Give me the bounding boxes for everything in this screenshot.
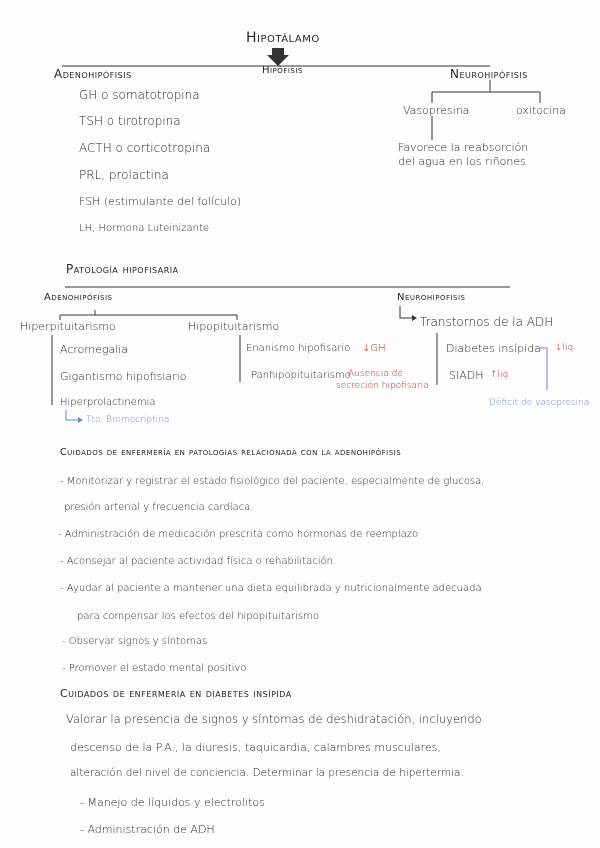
cuidado-item: para compensar los efectos del hipopituitarismo: [77, 611, 319, 622]
enanismo-note: ↓GH: [362, 343, 386, 354]
hiperpituitarismo-label: Hiperpituitarismo: [20, 320, 116, 333]
cuidado-item: - Monitorizar y registrar el estado fisiológico del paciente, especialmente de glucosa,: [60, 476, 485, 487]
oxitocina-label: oxitocina: [516, 104, 566, 117]
cuidado-item: - Ayudar al paciente a mantener una dieta equilibrada y nutricionalmente adecuada: [60, 583, 482, 594]
hormone-acth: ACTH o corticotropina: [79, 141, 211, 155]
cuidados-adeno-heading: Cuidados de enfermería en patologías relacionada con la adenohipófisis: [60, 447, 402, 458]
hormone-fsh: FSH (estimulante del folículo): [79, 195, 242, 208]
diabetes-care-item: - Administración de ADH: [80, 823, 215, 836]
hipofisis-label: Hipófisis: [262, 65, 303, 76]
cuidado-item: - Administración de medicación prescrita como hormonas de reemplazo: [58, 529, 419, 540]
cuidado-item: presión arterial y frecuencia cardíaca.: [64, 502, 254, 513]
diabetes-insipida: Diabetes insípida: [446, 342, 541, 355]
hipopituitarismo-label: Hipopituitarismo: [188, 320, 280, 333]
siadh-label: SIADH: [449, 369, 484, 382]
neurohipofisis-heading: Neurohipófisis: [450, 67, 528, 81]
vasopresina-label: Vasopresina: [403, 104, 470, 117]
panhipo-note-l1: Ausencia de: [348, 369, 403, 379]
down-arrow-icon: [267, 48, 289, 66]
hormone-prl: PRL, prolactina: [79, 168, 169, 182]
bromo-arrow: [66, 410, 78, 420]
hormone-gh: GH o somatotropina: [79, 88, 200, 102]
pat-neuro-heading: Neurohipófisis: [397, 292, 466, 303]
pat-adeno-heading: Adenohipófisis: [44, 292, 113, 303]
panhipo-note-l2: secreción hipofisaria: [336, 381, 429, 391]
hormone-tsh: TSH o tirotropina: [79, 114, 181, 128]
page-title: Hipotálamo: [246, 30, 320, 46]
hiper-item-gigantismo: Gigantismo hipofisiario: [60, 370, 187, 383]
adenohipofisis-heading: Adenohipófisis: [54, 67, 132, 81]
cuidado-item: - Aconsejar al paciente actividad física o rehabilitación.: [60, 556, 337, 567]
siadh-note: ↑liq.: [490, 370, 512, 380]
deficit-vasopresina-note: Déficit de vasopresina: [489, 398, 590, 408]
cuidado-item: - Observar signos y síntomas: [62, 636, 208, 647]
diabetes-line: Valorar la presencia de signos y síntomas de deshidratación, incluyendo: [66, 712, 482, 726]
hiper-item-acromegalia: Acromegalia: [60, 343, 129, 356]
hormone-lh: LH, Hormona Luteinizante: [79, 223, 210, 234]
neuro-arrow: [400, 306, 412, 318]
cuidado-item: - Promover el estado mental positivo: [62, 663, 247, 674]
bromocriptina-note: Tto. Bromocriptina: [86, 415, 170, 425]
hipo-item-enanismo: Enanismo hipofisario: [246, 343, 351, 354]
trastornos-adh: Transtornos de la ADH: [420, 315, 554, 329]
deficit-line: [540, 348, 547, 390]
diabetes-care-item: - Manejo de líquidos y electrolitos: [80, 796, 265, 809]
vasopresina-note-l1: Favorece la reabsorción: [398, 141, 529, 154]
diabetes-line: alteración del nivel de conciencia. Determinar la presencia de hipertermia.: [70, 767, 464, 779]
patologia-heading: Patología hipofisaria: [66, 262, 179, 276]
diabetes-line: descenso de la P.A., la diuresis, taquicardia, calambres musculares,: [70, 741, 441, 754]
diabetes-note: ↓liq.: [555, 343, 577, 353]
cuidados-diabetes-heading: Cuidados de enfermería en diabetes insípida: [60, 687, 292, 700]
vasopresina-note-l2: del agua en los riñones: [398, 155, 526, 168]
hiper-item-hiperprolactinemia: Hiperprolactinemia: [60, 397, 156, 408]
hipo-item-panhipopituitarismo: Panhipopituitarismo: [251, 370, 351, 381]
